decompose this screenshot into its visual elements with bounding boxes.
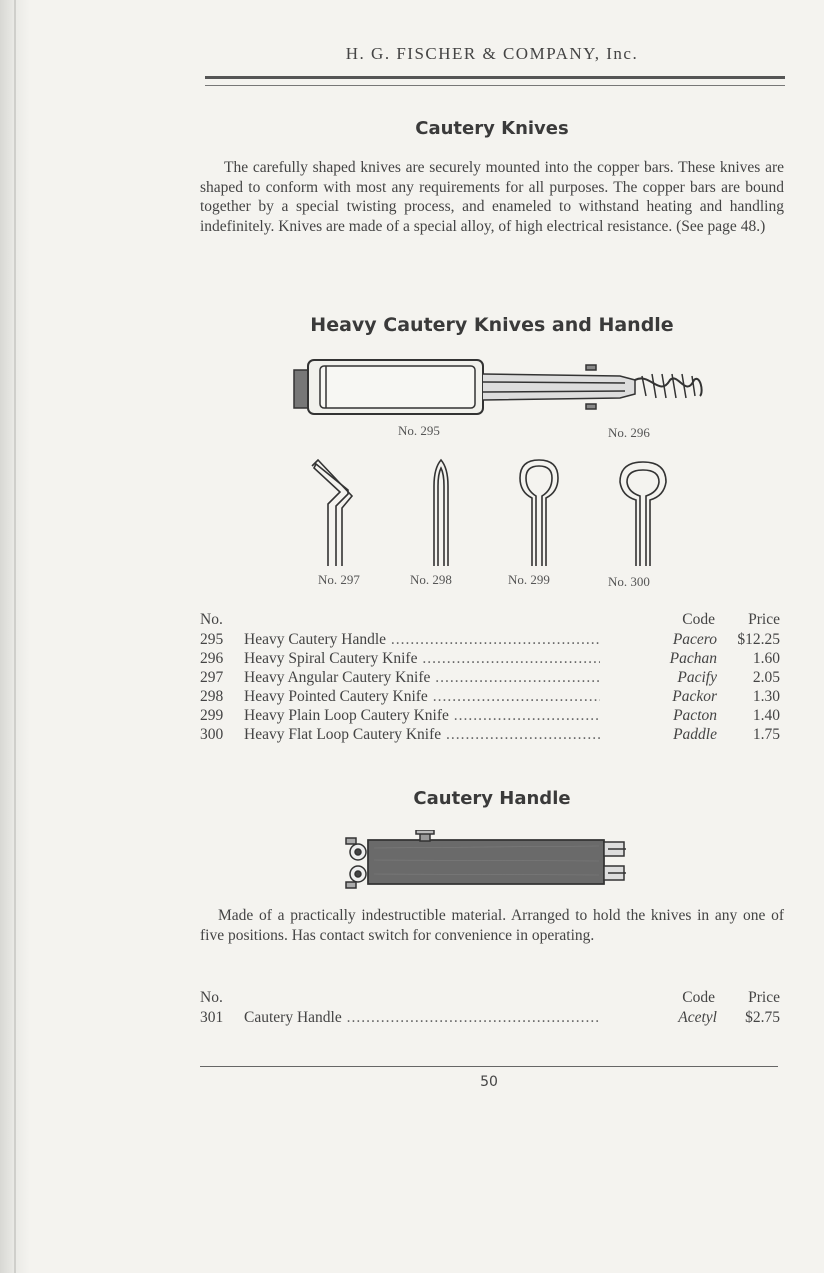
item-code: Paddle: [600, 725, 717, 744]
table-header-row: [200, 988, 784, 1008]
table-row: [200, 649, 784, 668]
item-description: Heavy Angular Cautery Knife .....: [244, 668, 654, 687]
section-title-cautery-handle: Cautery Handle: [413, 788, 571, 809]
header-code: Code: [682, 611, 715, 628]
figure-label-300: No. 300: [608, 574, 650, 589]
flat-loop-knife-illustration: [616, 458, 670, 568]
page-number: 50: [480, 1074, 498, 1090]
table-row: [200, 1008, 784, 1027]
cautery-handle-illustration: [344, 830, 630, 890]
item-description: Heavy Pointed Cautery Knife .....: [244, 687, 654, 706]
running-head: H. G. FISCHER & COMPANY, Inc.: [345, 44, 639, 63]
item-description: Heavy Flat Loop Cautery Knife .....: [244, 725, 654, 744]
table-row: [200, 630, 784, 649]
table-row: [200, 706, 784, 725]
item-description: Heavy Spiral Cautery Knife .....: [244, 649, 654, 668]
item-price: 1.75: [752, 726, 780, 743]
item-code: Pacify: [600, 668, 717, 687]
item-description: Heavy Plain Loop Cautery Knife .....: [244, 706, 654, 725]
intro-paragraph: The carefully shaped knives are securely mounted into the copper bars. These knives are shaped to conform with most any requirements for all purposes. The copper bars are bound together by a special twisting process, and enameled to withstand heating and handling indefinitely. Knives are made of a special alloy, of high electrical resistance. (See page 48.): [200, 159, 784, 235]
item-price: 1.30: [752, 688, 780, 705]
header-no: No.: [200, 989, 223, 1006]
header-rule-thick: [205, 76, 785, 79]
item-number: 300: [200, 726, 224, 743]
item-price: 2.05: [752, 669, 780, 686]
item-price: 1.60: [752, 650, 780, 667]
item-code: Packor: [600, 687, 717, 706]
table-row: [200, 725, 784, 744]
footer-rule: [200, 1066, 778, 1067]
spine-crease: [14, 0, 16, 1273]
header-no: No.: [200, 611, 223, 628]
handle-description: Made of a practically indestructible material. Arranged to hold the knives in any one of five positions. Has contact switch for convenience in operating.: [200, 907, 784, 944]
figure-label-298: No. 298: [410, 572, 452, 587]
table-header-row: [200, 610, 784, 630]
item-code: Pachan: [600, 649, 717, 668]
item-number: 298: [200, 688, 224, 705]
header-code: Code: [682, 989, 715, 1006]
item-description: Cautery Handle .....: [244, 1008, 654, 1027]
header-price: Price: [748, 989, 780, 1006]
item-code: Pacero: [600, 630, 717, 649]
header-rule-thin: [205, 85, 785, 86]
price-table-heavy-knives: [200, 610, 784, 744]
section-title-heavy-knives: Heavy Cautery Knives and Handle: [310, 314, 674, 336]
angular-knife-illustration: [308, 456, 358, 568]
item-number: 296: [200, 650, 224, 667]
item-code: Acetyl: [600, 1008, 717, 1027]
table-row: [200, 668, 784, 687]
item-number: 295: [200, 631, 224, 648]
heavy-handle-illustration: [290, 352, 710, 422]
table-row: [200, 687, 784, 706]
item-price: $2.75: [745, 1009, 780, 1026]
item-number: 301: [200, 1009, 224, 1026]
item-number: 299: [200, 707, 224, 724]
pointed-knife-illustration: [424, 456, 458, 568]
section-title-cautery-knives: Cautery Knives: [415, 118, 569, 139]
item-number: 297: [200, 669, 224, 686]
item-price: 1.40: [752, 707, 780, 724]
item-price: $12.25: [737, 631, 780, 648]
item-description: Heavy Cautery Handle .....: [244, 630, 654, 649]
figure-label-296: No. 296: [608, 425, 650, 440]
item-code: Pacton: [600, 706, 717, 725]
header-price: Price: [748, 611, 780, 628]
figure-label-295: No. 295: [398, 423, 440, 438]
plain-loop-knife-illustration: [516, 456, 562, 568]
figure-label-297: No. 297: [318, 572, 360, 587]
figure-label-299: No. 299: [508, 572, 550, 587]
price-table-cautery-handle: [200, 988, 784, 1027]
